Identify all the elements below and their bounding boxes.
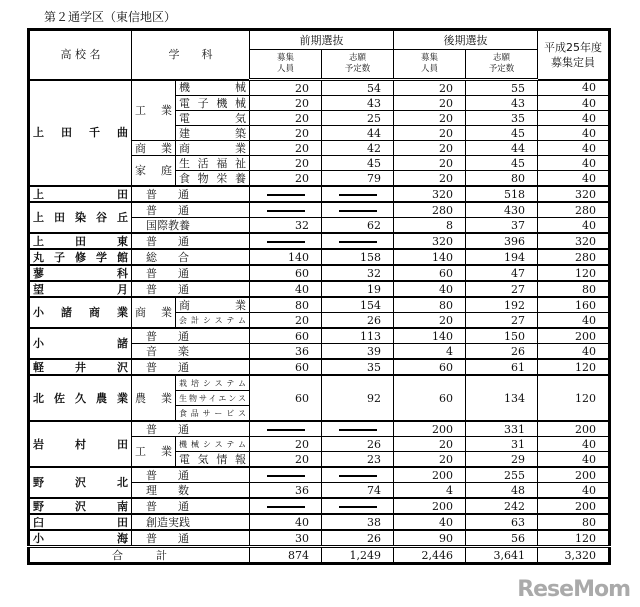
school-name: 望月 <box>29 281 132 297</box>
dash-mark <box>339 241 377 243</box>
department: 総合 <box>132 249 250 265</box>
late-applicants-cell: 43 <box>466 96 538 111</box>
late-applicants-cell: 48 <box>466 483 538 499</box>
early-recruit-cell: 60 <box>250 375 322 421</box>
late-recruit-cell: 60 <box>394 375 466 421</box>
late-recruit-cell: 20 <box>394 313 466 329</box>
course: 食物栄養 <box>176 171 250 187</box>
early-recruit-cell: 20 <box>250 111 322 126</box>
early-recruit-cell <box>250 498 322 514</box>
quota-cell: 40 <box>538 80 610 96</box>
late-recruit-cell: 90 <box>394 530 466 547</box>
total-late-applicants: 3,641 <box>466 547 538 564</box>
late-applicants-cell: 56 <box>466 530 538 547</box>
course: 栽培システム <box>176 375 250 391</box>
late-applicants-cell: 194 <box>466 249 538 265</box>
late-applicants-cell: 430 <box>466 202 538 218</box>
department: 普通 <box>132 421 250 437</box>
course: 商業 <box>176 141 250 156</box>
school-name: 上田東 <box>29 233 132 249</box>
late-recruit-cell: 140 <box>394 249 466 265</box>
early-applicants-cell: 35 <box>322 359 394 375</box>
department: 普通 <box>132 498 250 514</box>
quota-cell: 80 <box>538 281 610 297</box>
late-applicants-cell: 331 <box>466 421 538 437</box>
late-recruit-cell: 200 <box>394 467 466 483</box>
dash-mark <box>267 241 305 243</box>
late-recruit-cell: 200 <box>394 421 466 437</box>
table-row <box>29 265 610 281</box>
course: 電子機械 <box>176 96 250 111</box>
quota-cell: 40 <box>538 111 610 126</box>
late-recruit-cell: 20 <box>394 156 466 171</box>
quota-cell: 40 <box>538 96 610 111</box>
table-row <box>29 249 610 265</box>
early-applicants-cell: 32 <box>322 265 394 281</box>
school-name: 小諸商業 <box>29 297 132 328</box>
late-applicants-cell: 37 <box>466 218 538 234</box>
early-recruit-cell: 60 <box>250 328 322 344</box>
table-row <box>29 202 610 218</box>
late-applicants-cell: 31 <box>466 437 538 452</box>
late-recruit-cell: 8 <box>394 218 466 234</box>
late-applicants-cell: 45 <box>466 156 538 171</box>
department: 音楽 <box>132 344 250 360</box>
course: 電気 <box>176 111 250 126</box>
course: 食品サービス <box>176 406 250 422</box>
late-recruit-cell: 20 <box>394 437 466 452</box>
early-applicants-cell: 42 <box>322 141 394 156</box>
early-recruit-cell <box>250 233 322 249</box>
department: 農業 <box>132 375 176 421</box>
early-applicants-cell: 62 <box>322 218 394 234</box>
late-applicants-cell: 55 <box>466 80 538 96</box>
dash-mark <box>267 475 305 477</box>
late-recruit-cell: 80 <box>394 297 466 313</box>
table-row <box>29 233 610 249</box>
quota-cell: 200 <box>538 467 610 483</box>
early-applicants-cell <box>322 498 394 514</box>
early-recruit-cell <box>250 467 322 483</box>
early-recruit-cell: 140 <box>250 249 322 265</box>
early-applicants-cell: 43 <box>322 96 394 111</box>
dash-mark <box>267 506 305 508</box>
early-recruit-cell: 20 <box>250 126 322 141</box>
late-applicants-cell: 47 <box>466 265 538 281</box>
quota-cell: 40 <box>538 313 610 329</box>
early-recruit-cell: 20 <box>250 96 322 111</box>
school-name: 蓼科 <box>29 265 132 281</box>
late-recruit-cell: 280 <box>394 202 466 218</box>
dash-mark <box>339 429 377 431</box>
course: 機械 <box>176 80 250 96</box>
quota-cell: 40 <box>538 344 610 360</box>
early-applicants-cell: 113 <box>322 328 394 344</box>
department: 工業 <box>132 80 176 141</box>
school-name: 野沢南 <box>29 498 132 514</box>
early-recruit-cell <box>250 202 322 218</box>
school-name: 小諸 <box>29 328 132 359</box>
admission-table <box>27 28 611 565</box>
late-recruit-cell: 20 <box>394 80 466 96</box>
early-recruit-cell: 36 <box>250 483 322 499</box>
resemom-logo: ReseMom <box>517 577 630 602</box>
department: 普通 <box>132 530 250 547</box>
early-applicants-cell <box>322 421 394 437</box>
total-label: 合 計 <box>29 547 250 564</box>
total-row <box>29 547 610 564</box>
table-row <box>29 186 610 202</box>
early-recruit-cell: 40 <box>250 281 322 297</box>
late-recruit-cell: 20 <box>394 171 466 187</box>
late-applicants-cell: 44 <box>466 141 538 156</box>
table-row <box>29 359 610 375</box>
quota-cell: 40 <box>538 126 610 141</box>
course: 商業 <box>176 297 250 313</box>
department: 普通 <box>132 281 250 297</box>
quota-cell: 200 <box>538 421 610 437</box>
early-applicants-cell <box>322 202 394 218</box>
table-title: 第２通学区（東信地区） <box>44 10 177 24</box>
quota-cell: 320 <box>538 186 610 202</box>
quota-cell: 120 <box>538 359 610 375</box>
school-name: 上田千曲 <box>29 80 132 187</box>
late-applicants-cell: 26 <box>466 344 538 360</box>
department: 普通 <box>132 233 250 249</box>
early-applicants-cell: 54 <box>322 80 394 96</box>
table-row <box>29 530 610 547</box>
total-early-applicants: 1,249 <box>322 547 394 564</box>
course: 電気情報 <box>176 452 250 468</box>
table-row <box>29 375 610 391</box>
late-recruit-cell: 4 <box>394 344 466 360</box>
early-recruit-cell <box>250 186 322 202</box>
department: 工業 <box>132 437 176 468</box>
department: 普通 <box>132 467 250 483</box>
quota-cell: 120 <box>538 265 610 281</box>
early-applicants-cell: 45 <box>322 156 394 171</box>
table-row <box>29 514 610 530</box>
department: 商業 <box>132 141 176 156</box>
early-applicants-cell: 26 <box>322 313 394 329</box>
header-late: 後期選抜 <box>394 30 538 50</box>
table-row <box>29 297 610 313</box>
quota-cell: 160 <box>538 297 610 313</box>
late-recruit-cell: 20 <box>394 141 466 156</box>
late-recruit-cell: 20 <box>394 126 466 141</box>
early-recruit-cell: 30 <box>250 530 322 547</box>
school-name: 野沢北 <box>29 467 132 498</box>
late-recruit-cell: 20 <box>394 452 466 468</box>
early-applicants-cell: 26 <box>322 530 394 547</box>
course: 建築 <box>176 126 250 141</box>
quota-cell: 40 <box>538 171 610 187</box>
late-applicants-cell: 35 <box>466 111 538 126</box>
early-recruit-cell: 32 <box>250 218 322 234</box>
early-applicants-cell: 158 <box>322 249 394 265</box>
late-recruit-cell: 40 <box>394 514 466 530</box>
header-late-applicants: 志願 予定数 <box>466 50 538 80</box>
quota-cell: 120 <box>538 530 610 547</box>
late-recruit-cell: 320 <box>394 186 466 202</box>
header-early-applicants: 志願 予定数 <box>322 50 394 80</box>
late-applicants-cell: 27 <box>466 281 538 297</box>
early-applicants-cell: 92 <box>322 375 394 421</box>
quota-cell: 200 <box>538 328 610 344</box>
school-name: 上田染谷丘 <box>29 202 132 233</box>
school-name: 丸子修学館 <box>29 249 132 265</box>
quota-cell: 320 <box>538 233 610 249</box>
department: 普通 <box>132 359 250 375</box>
early-recruit-cell: 40 <box>250 514 322 530</box>
early-applicants-cell: 74 <box>322 483 394 499</box>
early-applicants-cell: 19 <box>322 281 394 297</box>
quota-cell: 40 <box>538 452 610 468</box>
quota-cell: 40 <box>538 141 610 156</box>
early-recruit-cell: 20 <box>250 156 322 171</box>
dash-mark <box>267 194 305 196</box>
school-name: 臼田 <box>29 514 132 530</box>
late-applicants-cell: 192 <box>466 297 538 313</box>
late-recruit-cell: 200 <box>394 498 466 514</box>
department: 普通 <box>132 265 250 281</box>
early-applicants-cell: 25 <box>322 111 394 126</box>
early-recruit-cell: 20 <box>250 141 322 156</box>
early-applicants-cell: 23 <box>322 452 394 468</box>
course: 生活福祉 <box>176 156 250 171</box>
early-recruit-cell: 60 <box>250 359 322 375</box>
early-applicants-cell <box>322 467 394 483</box>
late-recruit-cell: 60 <box>394 265 466 281</box>
early-applicants-cell: 38 <box>322 514 394 530</box>
early-recruit-cell: 60 <box>250 265 322 281</box>
late-applicants-cell: 80 <box>466 171 538 187</box>
department: 国際教養 <box>132 218 250 234</box>
quota-cell: 280 <box>538 202 610 218</box>
late-recruit-cell: 4 <box>394 483 466 499</box>
school-name: 岩村田 <box>29 421 132 467</box>
early-recruit-cell: 20 <box>250 80 322 96</box>
table-row <box>29 421 610 437</box>
school-name: 北佐久農業 <box>29 375 132 421</box>
late-applicants-cell: 150 <box>466 328 538 344</box>
late-recruit-cell: 140 <box>394 328 466 344</box>
total-quota: 3,320 <box>538 547 610 564</box>
dash-mark <box>267 210 305 212</box>
table-row <box>29 498 610 514</box>
late-applicants-cell: 27 <box>466 313 538 329</box>
dash-mark <box>339 210 377 212</box>
quota-cell: 40 <box>538 483 610 499</box>
quota-cell: 80 <box>538 514 610 530</box>
early-applicants-cell: 39 <box>322 344 394 360</box>
late-applicants-cell: 242 <box>466 498 538 514</box>
total-late-recruit: 2,446 <box>394 547 466 564</box>
early-applicants-cell: 79 <box>322 171 394 187</box>
department: 商業 <box>132 297 176 328</box>
department: 家庭 <box>132 156 176 187</box>
department: 普通 <box>132 202 250 218</box>
early-applicants-cell <box>322 233 394 249</box>
late-recruit-cell: 320 <box>394 233 466 249</box>
quota-cell: 120 <box>538 375 610 421</box>
early-applicants-cell: 154 <box>322 297 394 313</box>
late-applicants-cell: 518 <box>466 186 538 202</box>
header-early-recruit: 募集 人員 <box>250 50 322 80</box>
dash-mark <box>267 429 305 431</box>
quota-cell: 200 <box>538 498 610 514</box>
late-applicants-cell: 63 <box>466 514 538 530</box>
late-recruit-cell: 60 <box>394 359 466 375</box>
school-name: 軽井沢 <box>29 359 132 375</box>
early-recruit-cell: 20 <box>250 437 322 452</box>
dash-mark <box>339 506 377 508</box>
total-early-recruit: 874 <box>250 547 322 564</box>
department: 創造実践 <box>132 514 250 530</box>
school-name: 上田 <box>29 186 132 202</box>
header-late-recruit: 募集 人員 <box>394 50 466 80</box>
late-recruit-cell: 20 <box>394 111 466 126</box>
late-applicants-cell: 396 <box>466 233 538 249</box>
dash-mark <box>339 475 377 477</box>
late-applicants-cell: 45 <box>466 126 538 141</box>
early-applicants-cell <box>322 186 394 202</box>
quota-cell: 280 <box>538 249 610 265</box>
early-recruit-cell: 20 <box>250 452 322 468</box>
early-recruit-cell: 20 <box>250 313 322 329</box>
header-dept: 学 科 <box>132 30 250 80</box>
course: 機械システム <box>176 437 250 452</box>
quota-cell: 40 <box>538 156 610 171</box>
department: 普通 <box>132 328 250 344</box>
header-early: 前期選抜 <box>250 30 394 50</box>
school-name: 小海 <box>29 530 132 547</box>
department: 理数 <box>132 483 250 499</box>
table-row <box>29 467 610 483</box>
late-applicants-cell: 134 <box>466 375 538 421</box>
late-applicants-cell: 61 <box>466 359 538 375</box>
late-recruit-cell: 40 <box>394 281 466 297</box>
department: 普通 <box>132 186 250 202</box>
dash-mark <box>339 194 377 196</box>
late-applicants-cell: 255 <box>466 467 538 483</box>
late-recruit-cell: 20 <box>394 96 466 111</box>
quota-cell: 40 <box>538 218 610 234</box>
early-applicants-cell: 26 <box>322 437 394 452</box>
early-recruit-cell: 36 <box>250 344 322 360</box>
early-applicants-cell: 44 <box>322 126 394 141</box>
table-row <box>29 80 610 96</box>
table-row <box>29 328 610 344</box>
early-recruit-cell <box>250 421 322 437</box>
table-row <box>29 281 610 297</box>
header-quota: 平成25年度 募集定員 <box>538 30 610 80</box>
late-applicants-cell: 29 <box>466 452 538 468</box>
course: 生物サイエンス <box>176 391 250 406</box>
header-school: 高 校 名 <box>29 30 132 80</box>
course: 会計システム <box>176 313 250 329</box>
early-recruit-cell: 80 <box>250 297 322 313</box>
early-recruit-cell: 20 <box>250 171 322 187</box>
quota-cell: 40 <box>538 437 610 452</box>
